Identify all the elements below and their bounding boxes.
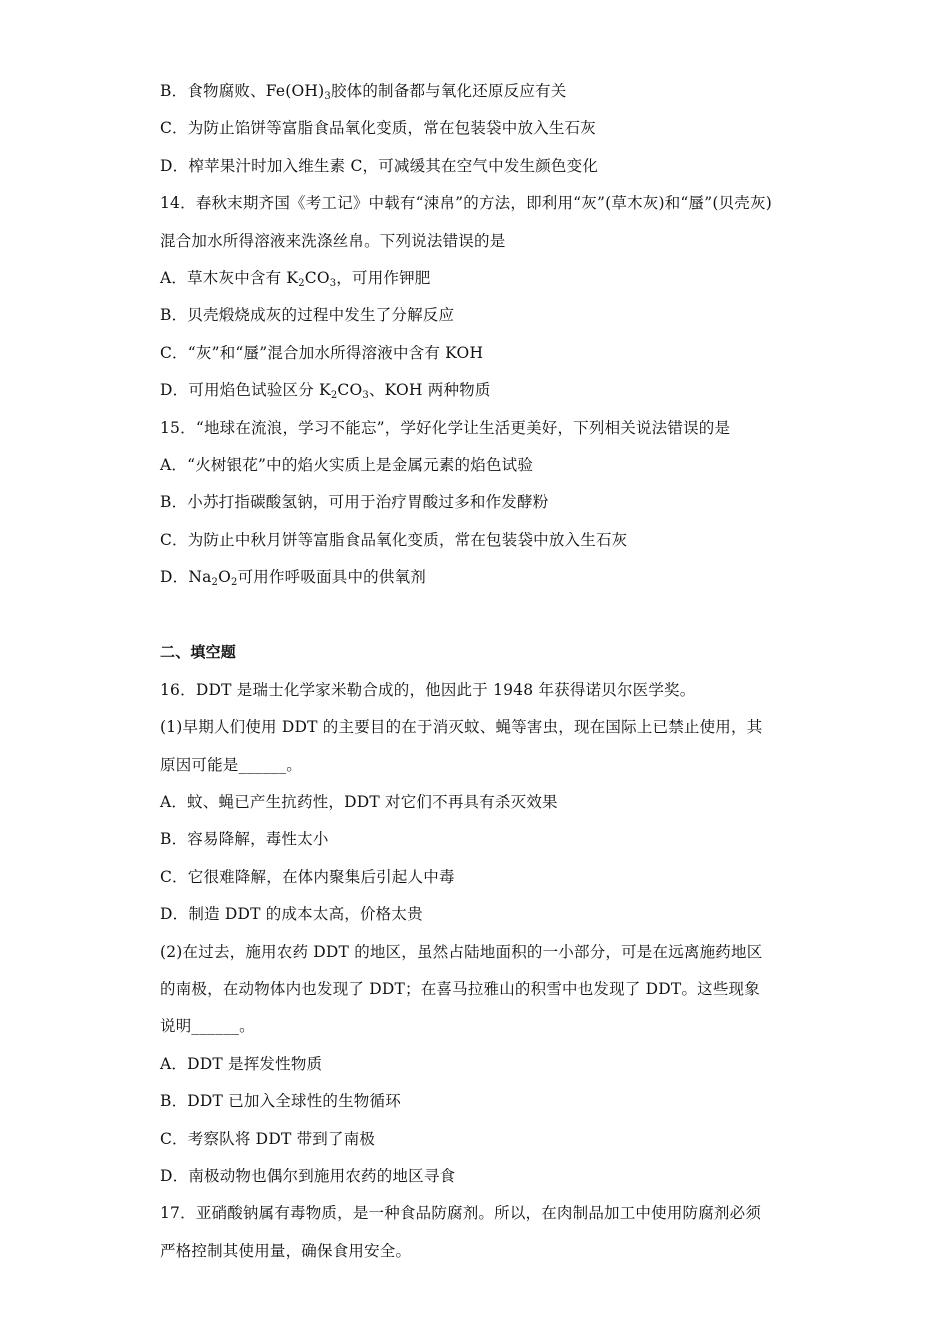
q16-part1-option-b: B．容易降解，毒性太小 <box>160 830 329 849</box>
q14-option-d-text-rest: 、KOH 两种物质 <box>368 381 491 400</box>
q15-option-b: B．小苏打指碳酸氢钠，可用于治疗胃酸过多和作发酵粉 <box>160 493 549 512</box>
subscript: 2 <box>231 577 238 589</box>
q14-option-a-text: A．草木灰中含有 K <box>160 268 299 287</box>
section-spacer <box>160 601 800 639</box>
q15-stem: 15．“地球在流浪，学习不能忘”，学好化学让生活更美好，下列相关说法错误的是 <box>160 418 731 437</box>
q17-stem-line1: 17．亚硝酸钠属有毒物质，是一种食品防腐剂。所以，在肉制品加工中使用防腐剂必须 <box>160 1204 762 1223</box>
q14-option-b: B．贝壳煅烧成灰的过程中发生了分解反应 <box>160 306 455 325</box>
q13-option-b-text: B．食物腐败、Fe(OH) <box>160 82 325 100</box>
q16-part2-line1: (2)在过去，施用农药 DDT 的地区，虽然占陆地面积的一小部分，可是在远离施药地区 <box>160 942 763 961</box>
q16-part2-line3: 说明______。 <box>160 1017 255 1036</box>
q15-option-d <box>160 564 800 601</box>
q16-part1-line2: 原因可能是______。 <box>160 755 302 774</box>
q16-part2-line2: 的南极，在动物体内也发现了 DDT；在喜马拉雅山的积雪中也发现了 DDT。这些现象 <box>160 979 760 998</box>
q14-stem-line2: 混合加水所得溶液来洗涤丝帛。下列说法错误的是 <box>160 231 506 250</box>
q14-option-a-text-rest: ，可用作钾肥 <box>336 268 431 287</box>
q16-part1-option-d: D．制造 DDT 的成本太高，价格太贵 <box>160 905 423 924</box>
q16-stem: 16．DDT 是瑞士化学家米勒合成的，他因此于 1948 年获得诺贝尔医学奖。 <box>160 680 696 699</box>
q13-option-d: D．榨苹果汁时加入维生素 C，可减缓其在空气中发生颜色变化 <box>160 156 599 175</box>
q16-part1-option-a: A．蚊、蝇已产生抗药性，DDT 对它们不再具有杀灭效果 <box>160 793 558 812</box>
subscript: 3 <box>329 277 337 289</box>
q16-part2-option-d: D．南极动物也偶尔到施用农药的地区寻食 <box>160 1166 456 1185</box>
q17-stem-line2: 严格控制其使用量，确保食用安全。 <box>160 1241 412 1260</box>
q14-option-d-text: D．可用焰色试验区分 K <box>160 381 331 400</box>
q16-part2-option-a: A．DDT 是挥发性物质 <box>160 1054 323 1073</box>
subscript: 2 <box>330 390 338 402</box>
q16-part2-option-c: C．考察队将 DDT 带到了南极 <box>160 1129 376 1148</box>
subscript: 2 <box>211 577 219 589</box>
q15-option-d-formula: O <box>218 568 232 587</box>
q14-option-d <box>160 377 800 414</box>
document-page <box>160 78 800 1275</box>
q14-option-d-formula: CO <box>337 381 363 400</box>
q13-option-b-text-rest: 胶体的制备都与氧化还原反应有关 <box>330 82 567 100</box>
q16-part2-option-b: B．DDT 已加入全球性的生物循环 <box>160 1092 401 1111</box>
q15-option-d-text: D．Na <box>160 568 212 587</box>
q15-option-a: A．“火树银花”中的焰火实质上是金属元素的焰色试验 <box>160 455 534 474</box>
q16-part1-line1: (1)早期人们使用 DDT 的主要目的在于消灭蚊、蝇等害虫，现在国际上已禁止使用，其 <box>160 718 763 737</box>
q13-option-b <box>160 78 800 115</box>
subscript: 2 <box>298 277 305 289</box>
q14-stem-line1: 14．春秋末期齐国《考工记》中载有“涑帛”的方法，即利用“灰”(草木灰)和“蜃”(贝壳灰) <box>160 194 772 213</box>
q14-option-a-formula: CO <box>304 268 330 287</box>
q16-part1-option-c: C．它很难降解，在体内聚集后引起人中毒 <box>160 867 455 886</box>
q15-option-c: C．为防止中秋月饼等富脂食品氧化变质，常在包装袋中放入生石灰 <box>160 530 628 549</box>
q14-option-c: C．“灰”和“蜃”混合加水所得溶液中含有 KOH <box>160 343 484 362</box>
q14-option-a <box>160 265 800 302</box>
section-heading-fill-in: 二、填空题 <box>160 643 237 662</box>
subscript: 3 <box>362 390 369 402</box>
q13-option-c: C．为防止馅饼等富脂食品氧化变质，常在包装袋中放入生石灰 <box>160 119 596 138</box>
q15-option-d-text-rest: 可用作呼吸面具中的供氧剂 <box>237 568 426 587</box>
subscript: 3 <box>324 91 331 102</box>
